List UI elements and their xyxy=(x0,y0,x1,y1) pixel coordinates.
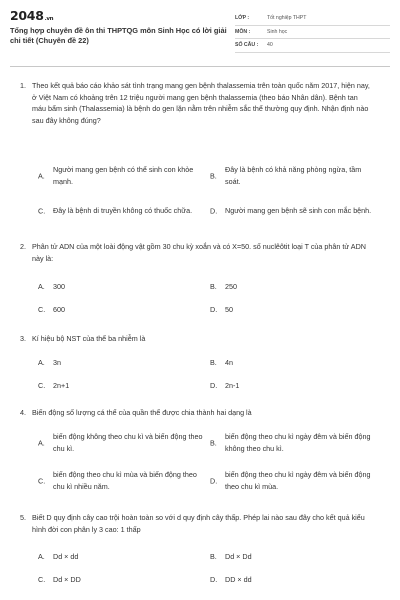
option-text: biến động theo chu kì mùa và biến động theo chu kì nhiều năm. xyxy=(53,470,197,491)
option-letter: B. xyxy=(210,552,217,561)
option-letter: B. xyxy=(210,170,217,180)
option-text: 2n+1 xyxy=(53,381,70,390)
question-5 xyxy=(20,512,380,535)
question-1 xyxy=(20,80,380,126)
option-5a[interactable] xyxy=(38,551,208,563)
option-3b[interactable] xyxy=(210,357,380,369)
question-text: Phân tử ADN của một loài động vật gồm 30 chu kỳ xoắn và có X=50. số nuclêôtit loại T của phân tử ADN này là: xyxy=(32,242,366,263)
document-title: Tổng hợp chuyên đề ôn thi THPTQG môn Sinh Học có lời giải chi tiết (Chuyên đề 22) xyxy=(10,26,227,45)
option-text: Người mang gen bệnh sẽ sinh con mắc bệnh. xyxy=(225,205,372,215)
option-4c[interactable] xyxy=(38,469,208,492)
meta-row-class xyxy=(235,12,390,26)
option-letter: A. xyxy=(38,437,45,447)
meta-label: LỚP : xyxy=(235,15,250,22)
meta-row-count xyxy=(235,39,390,53)
meta-value: Tốt nghiệp THPT xyxy=(267,15,307,22)
option-letter: D. xyxy=(210,475,218,485)
option-1a[interactable] xyxy=(38,164,208,187)
option-4b[interactable] xyxy=(210,431,380,454)
question-number: 4. xyxy=(20,408,26,417)
option-1d[interactable] xyxy=(210,199,380,222)
option-letter: D. xyxy=(210,575,218,584)
logo-text: 2048 xyxy=(10,8,44,23)
option-text: 4n xyxy=(225,358,233,367)
site-logo[interactable] xyxy=(10,8,53,23)
option-letter: A. xyxy=(38,552,45,561)
question-number: 2. xyxy=(20,242,26,251)
option-text: 600 xyxy=(53,305,65,314)
option-letter: C. xyxy=(38,205,46,215)
option-4a[interactable] xyxy=(38,431,208,454)
option-letter: A. xyxy=(38,358,45,367)
option-text: DD × dd xyxy=(225,575,252,584)
header xyxy=(10,8,390,60)
option-2a[interactable] xyxy=(38,281,208,293)
question-2 xyxy=(20,241,380,264)
option-text: biến động không theo chu kì và biến động theo chu kì. xyxy=(53,432,203,453)
option-letter: D. xyxy=(210,305,218,314)
option-3c[interactable] xyxy=(38,380,208,392)
meta-panel xyxy=(235,12,390,53)
option-letter: D. xyxy=(210,381,218,390)
option-3a[interactable] xyxy=(38,357,208,369)
option-text: Đây là bệnh di truyền không có thuốc chữa. xyxy=(53,205,193,215)
option-letter: D. xyxy=(210,205,218,215)
meta-value: Sinh học xyxy=(267,28,288,35)
meta-label: MÔN : xyxy=(235,28,251,35)
option-letter: C. xyxy=(38,381,46,390)
question-text: Biết D quy định cây cao trội hoàn toàn so với d quy định cây thấp. Phép lai nào sau đây cho kết quả kiểu hình đời con phân ly 3 cao: 1 thấp xyxy=(32,513,365,534)
question-number: 5. xyxy=(20,513,26,522)
option-text: Dd × dd xyxy=(53,552,79,561)
option-text: 50 xyxy=(225,305,233,314)
option-5c[interactable] xyxy=(38,574,208,586)
question-number: 1. xyxy=(20,81,26,90)
option-2d[interactable] xyxy=(210,304,380,316)
option-letter: C. xyxy=(38,475,46,485)
option-4d[interactable] xyxy=(210,469,380,492)
option-text: Dd × DD xyxy=(53,575,81,584)
question-text: Kí hiệu bộ NST của thể ba nhiễm là xyxy=(32,334,146,343)
option-text: Đây là bệnh có khả năng phòng ngừa, tầm soát. xyxy=(225,165,362,186)
option-text: Dd × Dd xyxy=(225,552,252,561)
option-2c[interactable] xyxy=(38,304,208,316)
option-text: 3n xyxy=(53,358,61,367)
option-text: biến động theo chu kì ngày đêm và biến động theo chu kì mùa. xyxy=(225,470,371,491)
option-letter: A. xyxy=(38,282,45,291)
option-1c[interactable] xyxy=(38,199,208,222)
option-1b[interactable] xyxy=(210,164,380,187)
option-letter: A. xyxy=(38,170,45,180)
option-text: 250 xyxy=(225,282,237,291)
question-4 xyxy=(20,407,380,419)
question-text: Theo kết quả báo cáo khảo sát tình trạng mang gen bệnh thalassemia trên toàn quốc năm 2017, hiện nay, ở Việt Nam có khoảng trên 12 triệu người mang gen bệnh thalassemia (theo báo Nhân dân). Bệnh tan máu bẩm sinh (Thalassemia) là bệnh do gen lặn nằm trên nhiễm sắc thể thường quy định. Nhận định nào sau đây không đúng? xyxy=(32,81,370,125)
option-letter: B. xyxy=(210,282,217,291)
option-letter: B. xyxy=(210,358,217,367)
option-text: biến động theo chu kì ngày đêm và biến động không theo chu kì. xyxy=(225,432,371,453)
logo-suffix: .vn xyxy=(44,16,54,22)
question-3 xyxy=(20,333,380,345)
option-5d[interactable] xyxy=(210,574,380,586)
option-letter: C. xyxy=(38,305,46,314)
question-number: 3. xyxy=(20,334,26,343)
option-2b[interactable] xyxy=(210,281,380,293)
meta-value: 40 xyxy=(267,42,273,49)
option-letter: B. xyxy=(210,437,217,447)
option-text: 2n-1 xyxy=(225,381,240,390)
header-divider xyxy=(10,66,390,67)
meta-row-subject xyxy=(235,26,390,40)
option-text: 300 xyxy=(53,282,65,291)
option-5b[interactable] xyxy=(210,551,380,563)
option-text: Người mang gen bệnh có thể sinh con khỏe mạnh. xyxy=(53,165,194,186)
meta-label: SỐ CÂU : xyxy=(235,42,259,49)
option-letter: C. xyxy=(38,575,46,584)
option-3d[interactable] xyxy=(210,380,380,392)
question-text: Biến động số lượng cá thể của quần thể được chia thành hai dạng là xyxy=(32,408,252,417)
